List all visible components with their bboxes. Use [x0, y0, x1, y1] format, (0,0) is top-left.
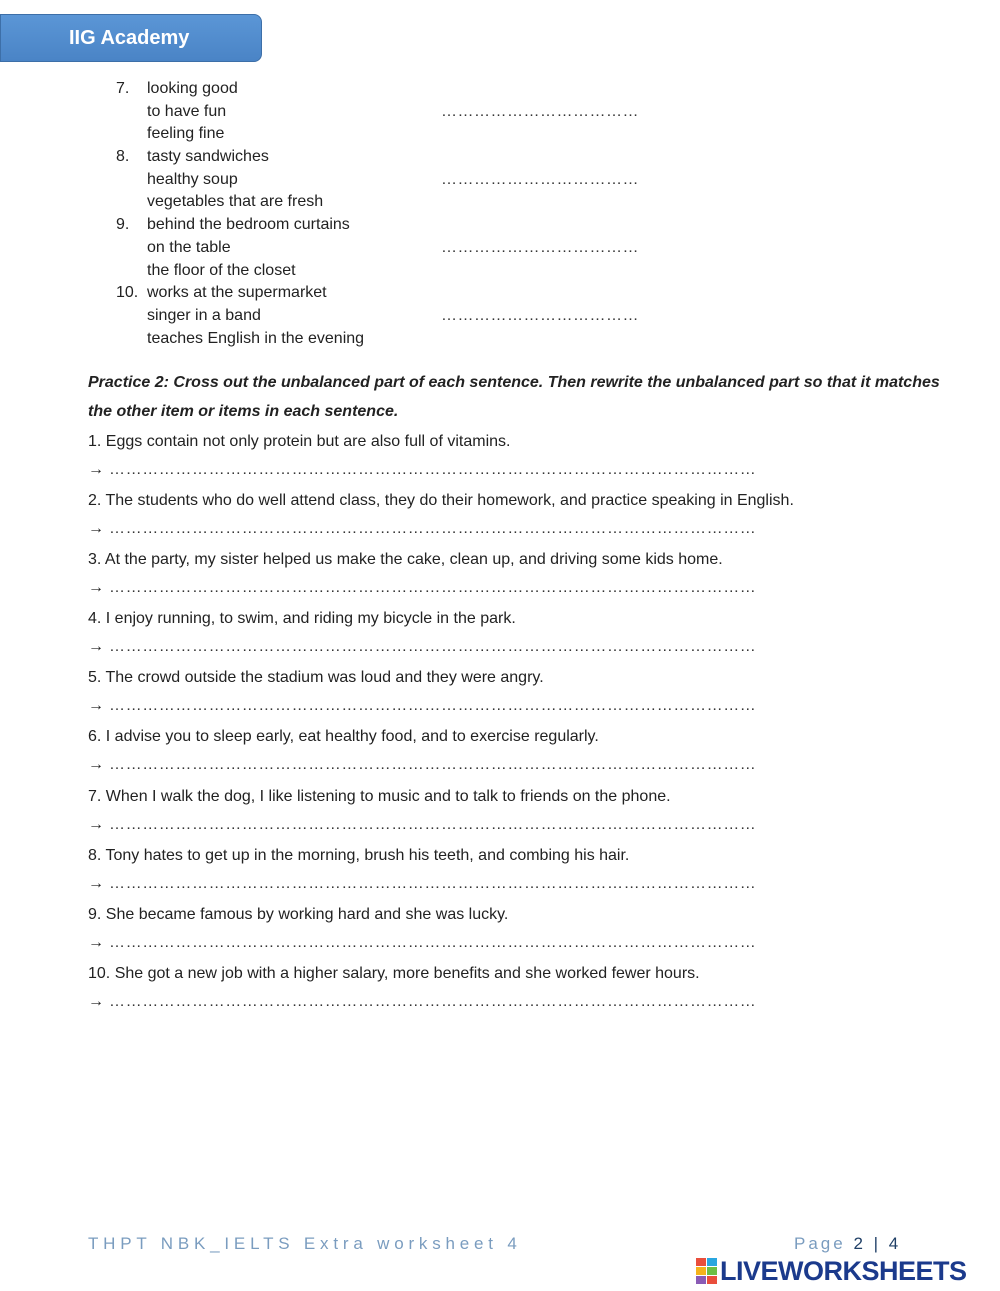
- exercise-sentence: 10. She got a new job with a higher salary, more benefits and she worked fewer hours.: [88, 964, 700, 982]
- answer-dots[interactable]: ………………………………………………………………………………………………………: [109, 579, 757, 597]
- list-item: [0, 146, 1000, 169]
- option-text: tasty sandwiches: [147, 148, 269, 166]
- option-text: feeling fine: [147, 125, 225, 143]
- option-text: works at the supermarket: [147, 284, 327, 302]
- answer-line[interactable]: [88, 869, 988, 901]
- arrow-icon: →: [88, 933, 104, 951]
- page-label: Page: [794, 1234, 846, 1253]
- exercise-item: [88, 960, 988, 1019]
- exercise-sentence: 8. Tony hates to get up in the morning, brush his teeth, and combing his hair.: [88, 846, 630, 864]
- arrow-icon: →: [88, 874, 104, 892]
- answer-line[interactable]: [88, 810, 988, 842]
- answer-blank[interactable]: ………………………………: [441, 170, 639, 188]
- list-item-line: [0, 260, 1000, 283]
- option-text: on the table: [147, 238, 231, 256]
- answer-dots[interactable]: ………………………………………………………………………………………………………: [109, 697, 757, 715]
- arrow-icon: →: [88, 638, 104, 656]
- option-text: behind the bedroom curtains: [147, 216, 350, 234]
- answer-line[interactable]: [88, 750, 988, 782]
- answer-line[interactable]: [88, 632, 988, 664]
- exercise-item: [88, 783, 988, 842]
- exercise-sentence: 5. The crowd outside the stadium was loud and they were angry.: [88, 669, 544, 687]
- exercise-sentence: 7. When I walk the dog, I like listening to music and to talk to friends on the phone.: [88, 787, 671, 805]
- option-text: teaches English in the evening: [147, 329, 365, 347]
- answer-blank[interactable]: ………………………………: [441, 102, 639, 120]
- arrow-icon: →: [88, 756, 104, 774]
- arrow-icon: →: [88, 992, 104, 1010]
- answer-line[interactable]: [88, 573, 988, 605]
- answer-line[interactable]: [88, 987, 988, 1019]
- answer-dots[interactable]: ………………………………………………………………………………………………………: [109, 756, 757, 774]
- list-item-line: [0, 169, 1000, 192]
- list-item-line: [0, 191, 1000, 214]
- exercise-item: [88, 664, 988, 723]
- answer-dots[interactable]: ………………………………………………………………………………………………………: [109, 638, 757, 656]
- option-text: to have fun: [147, 102, 227, 120]
- option-text: the floor of the closet: [147, 261, 296, 279]
- answer-line[interactable]: [88, 691, 988, 723]
- practice2-list: [88, 428, 988, 1019]
- answer-dots[interactable]: ………………………………………………………………………………………………………: [109, 992, 757, 1010]
- list-item-line: [0, 123, 1000, 146]
- answer-dots[interactable]: ………………………………………………………………………………………………………: [109, 933, 757, 951]
- answer-blank[interactable]: ………………………………: [441, 238, 639, 256]
- list-item-line: [0, 305, 1000, 328]
- footer-title: THPT NBK_IELTS Extra worksheet 4: [88, 1234, 522, 1253]
- page-number-value: 2 | 4: [853, 1234, 902, 1253]
- arrow-icon: →: [88, 815, 104, 833]
- page-number: [794, 1234, 901, 1254]
- exercise-item: [88, 842, 988, 901]
- list-item-line: [0, 237, 1000, 260]
- list-item: [0, 214, 1000, 237]
- exercise-item: [88, 546, 988, 605]
- exercise-item: [88, 428, 988, 487]
- option-text: vegetables that are fresh: [147, 193, 324, 211]
- exercise-sentence: 3. At the party, my sister helped us make the cake, clean up, and driving some kids home.: [88, 551, 723, 569]
- arrow-icon: →: [88, 579, 104, 597]
- practice2-instruction: Practice 2: Cross out the unbalanced part of each sentence. Then rewrite the unbalanced part so that it matches the other item or items in each sentence.: [88, 374, 940, 420]
- list-item: [0, 282, 1000, 305]
- practice1-list: [0, 78, 1000, 350]
- option-text: looking good: [147, 80, 238, 97]
- logo-blocks-icon: [696, 1258, 717, 1284]
- exercise-item: [88, 487, 988, 546]
- answer-dots[interactable]: ………………………………………………………………………………………………………: [109, 461, 757, 478]
- arrow-icon: →: [88, 697, 104, 715]
- answer-line[interactable]: [88, 455, 988, 487]
- item-number: 10.: [116, 284, 139, 302]
- answer-blank[interactable]: ………………………………: [441, 306, 639, 324]
- option-text: singer in a band: [147, 306, 261, 324]
- answer-dots[interactable]: ………………………………………………………………………………………………………: [109, 815, 757, 833]
- answer-line[interactable]: [88, 514, 988, 546]
- list-item-line: [0, 101, 1000, 124]
- exercise-item: [88, 723, 988, 782]
- arrow-icon: →: [88, 461, 104, 478]
- list-item: [0, 78, 1000, 101]
- academy-badge: [0, 14, 262, 62]
- exercise-sentence: 4. I enjoy running, to swim, and riding my bicycle in the park.: [88, 610, 516, 628]
- item-number: 9.: [116, 216, 130, 234]
- logo-text: LIVEWORKSHEETS: [720, 1255, 967, 1286]
- exercise-sentence: 1. Eggs contain not only protein but are also full of vitamins.: [88, 433, 511, 450]
- item-number: 7.: [116, 80, 130, 97]
- exercise-sentence: 9. She became famous by working hard and she was lucky.: [88, 905, 509, 923]
- liveworksheets-logo: [696, 1254, 967, 1288]
- exercise-sentence: 6. I advise you to sleep early, eat healthy food, and to exercise regularly.: [88, 728, 599, 746]
- arrow-icon: →: [88, 520, 104, 538]
- exercise-item: [88, 901, 988, 960]
- list-item-line: [0, 328, 1000, 351]
- answer-dots[interactable]: ………………………………………………………………………………………………………: [109, 874, 757, 892]
- item-number: 8.: [116, 148, 130, 166]
- answer-line[interactable]: [88, 928, 988, 960]
- exercise-item: [88, 605, 988, 664]
- academy-name: IIG Academy: [69, 26, 190, 49]
- option-text: healthy soup: [147, 170, 238, 188]
- answer-dots[interactable]: ………………………………………………………………………………………………………: [109, 520, 757, 538]
- exercise-sentence: 2. The students who do well attend class, they do their homework, and practice speaking in English.: [88, 492, 794, 510]
